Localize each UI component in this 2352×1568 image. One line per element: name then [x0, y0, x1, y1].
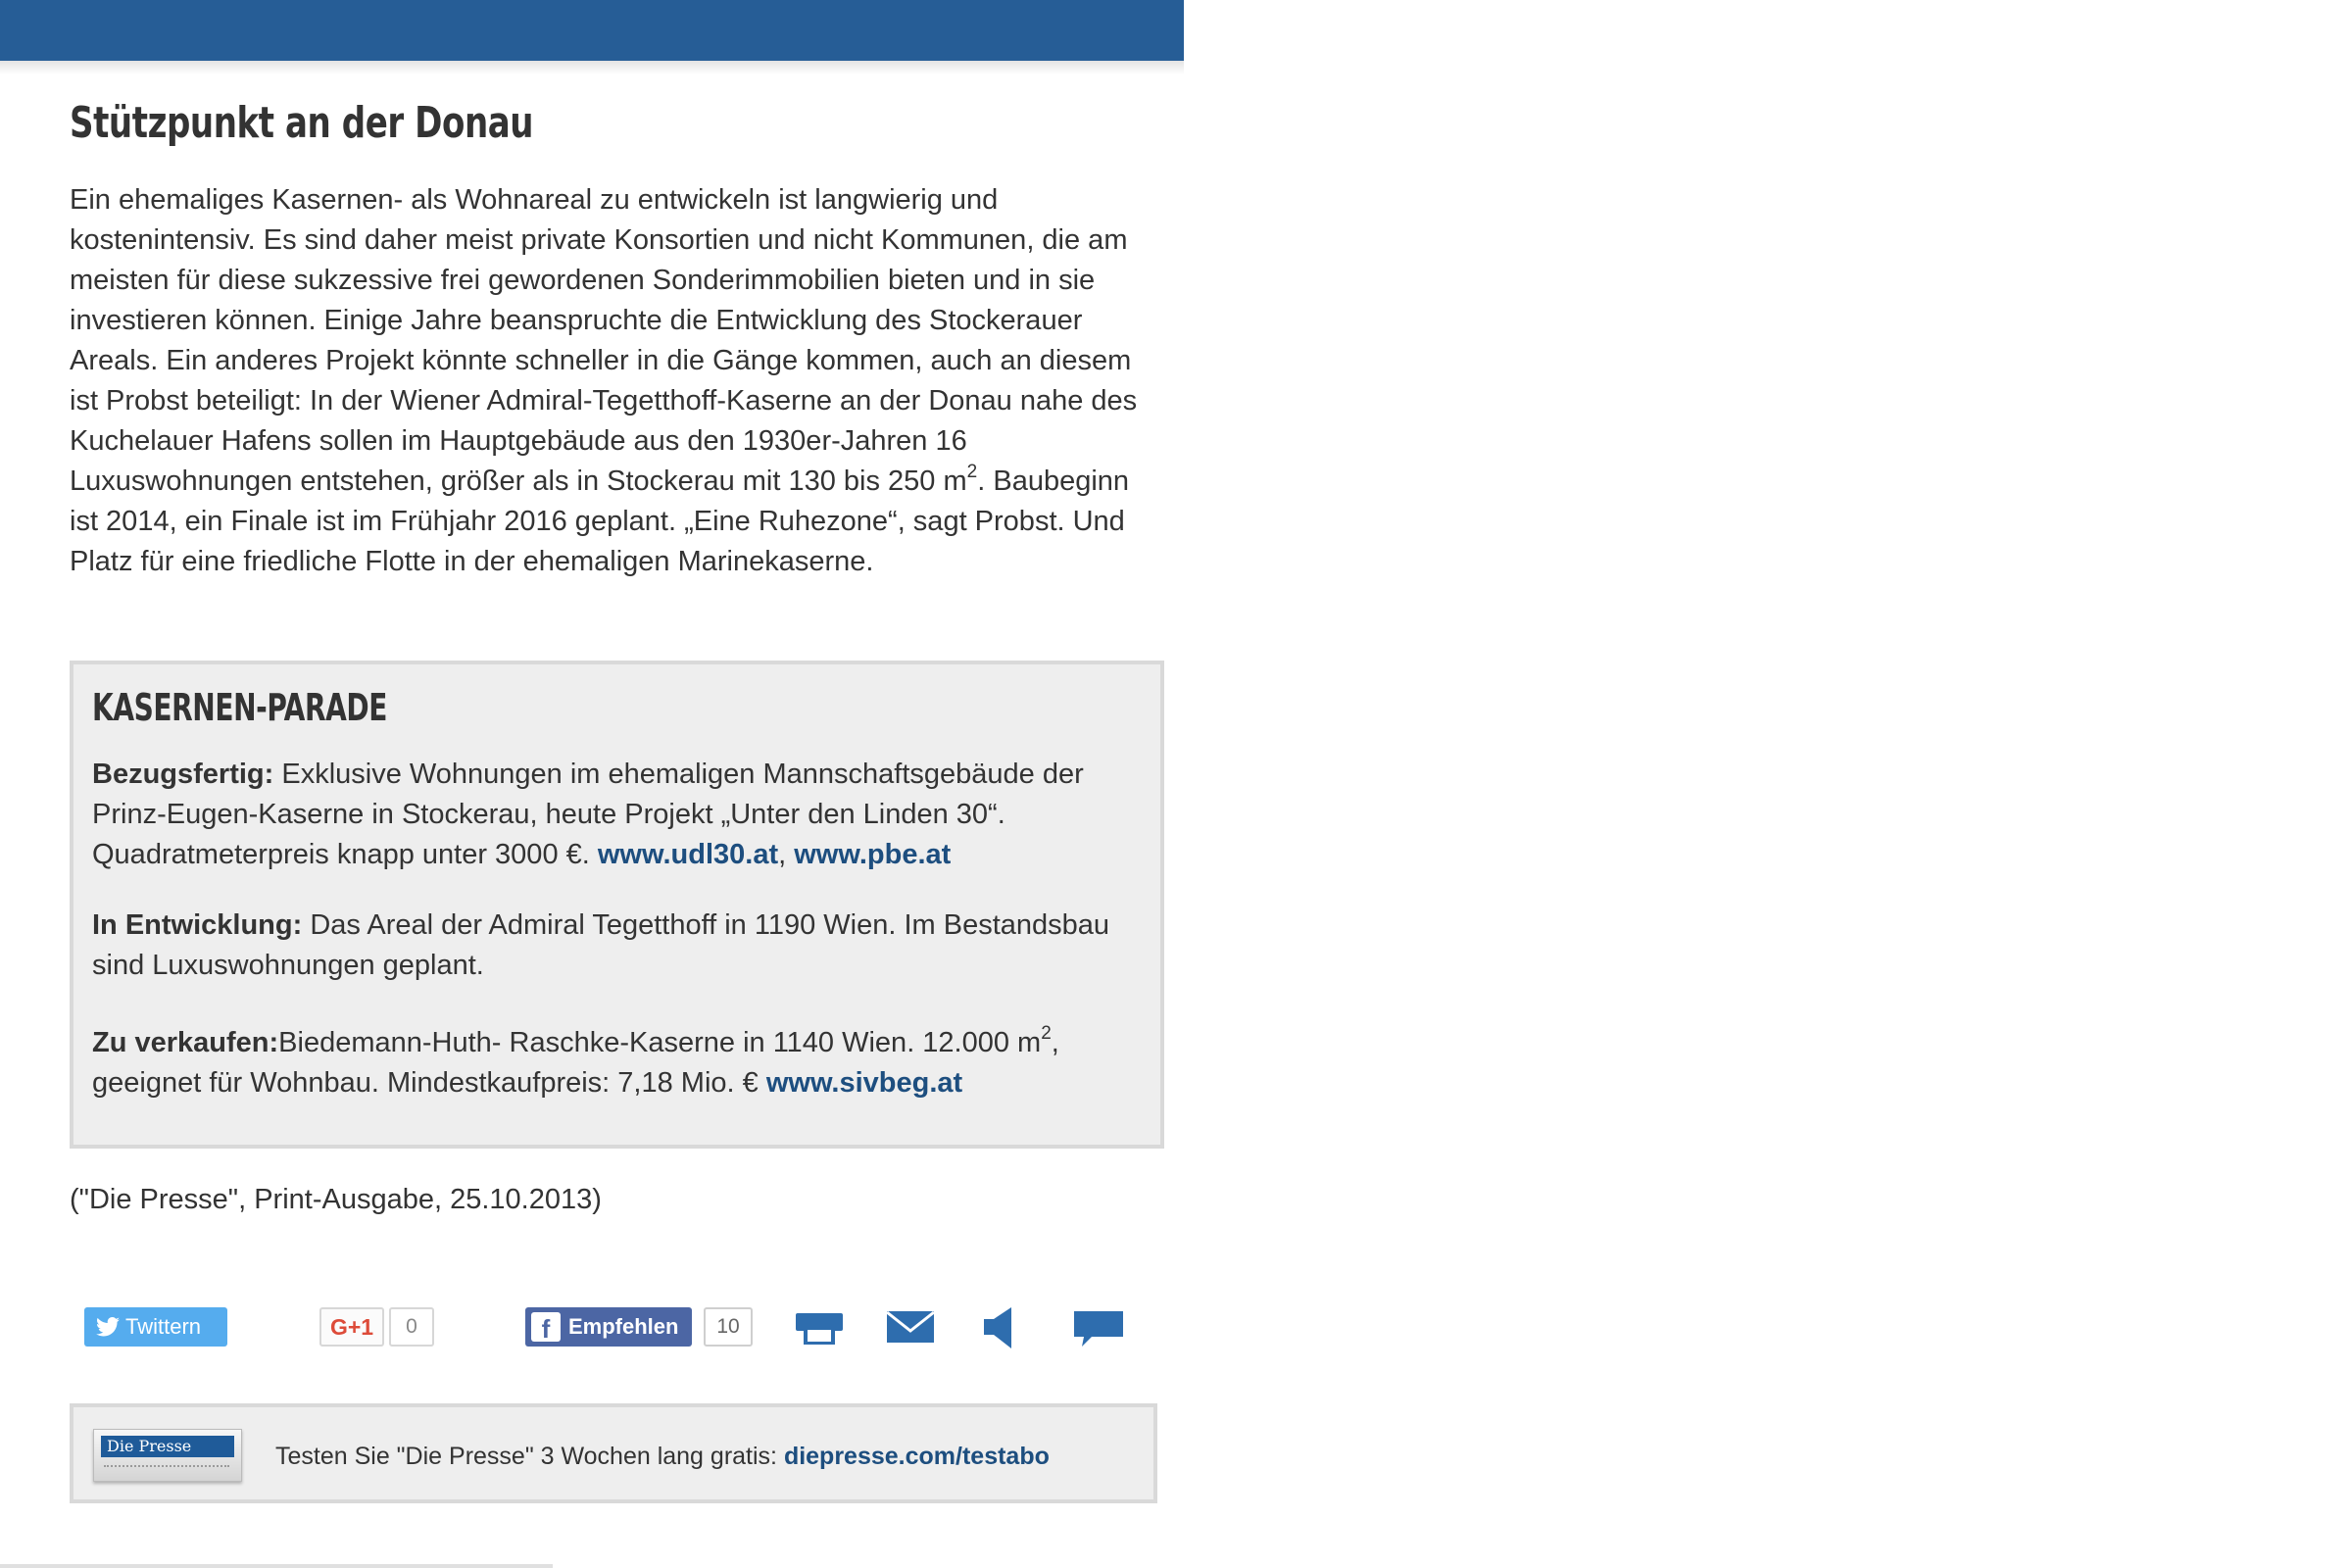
promo-text — [275, 1443, 1050, 1471]
source-credit: ("Die Presse", Print-Ausgabe, 25.10.2013) — [70, 1184, 602, 1215]
superscript: 2 — [966, 462, 978, 483]
twitter-share-button[interactable] — [84, 1307, 227, 1347]
comment-icon[interactable] — [1072, 1303, 1125, 1350]
info-box-title: KASERNEN-PARADE — [92, 686, 388, 729]
link-udl30[interactable]: www.udl30.at — [597, 839, 779, 870]
twitter-bird-icon — [96, 1317, 120, 1337]
paragraph-text-2: . Baubeginn ist 2014, ein Finale ist im Frühjahr 2016 geplant. „Eine Ruhezone“, sagt Probst. Und Platz für eine friedliche Flotte in der ehemaligen Marinekaserne. — [70, 466, 1130, 577]
link-separator: , — [778, 839, 795, 870]
facebook-count: 10 — [704, 1307, 753, 1347]
logo-wordmark: Die Presse — [101, 1436, 234, 1457]
link-pbe[interactable]: www.pbe.at — [794, 839, 952, 870]
article-paragraph — [70, 180, 1148, 582]
superscript: 2 — [1041, 1023, 1052, 1045]
logo-decoration — [104, 1465, 229, 1471]
info-box — [70, 661, 1164, 1149]
info-item-verkaufen — [92, 1023, 1151, 1103]
speaker-icon[interactable] — [980, 1303, 1025, 1352]
facebook-label: Empfehlen — [568, 1314, 679, 1339]
mail-icon[interactable] — [885, 1303, 936, 1348]
info-item-label: Bezugsfertig: — [92, 759, 274, 790]
facebook-recommend-button[interactable] — [525, 1307, 692, 1347]
info-item-text: Das Areal der Admiral Tegetthoff in 1190 Wien. Im Bestandsbau sind Luxuswohnungen geplant. — [92, 909, 1110, 981]
subscription-promo[interactable] — [70, 1403, 1157, 1503]
info-item-text: Exklusive Wohnungen im ehemaligen Mannschaftsgebäude der Prinz-Eugen-Kaserne in Stockerau, heute Projekt „Unter den Linden 30“. Quadratmeterpreis knapp unter 3000 €. — [92, 759, 1084, 870]
article-heading: Stützpunkt an der Donau — [70, 98, 534, 148]
info-item-text-2: , geeignet für Wohnbau. Mindestkaufpreis: 7,18 Mio. € — [92, 1027, 1059, 1099]
bottom-divider — [0, 1564, 553, 1568]
info-item-text: Biedemann-Huth- Raschke-Kaserne in 1140 Wien. 12.000 m — [278, 1027, 1042, 1058]
promo-message: Testen Sie "Die Presse" 3 Wochen lang gratis: — [275, 1443, 784, 1470]
top-header-bar — [0, 0, 1184, 61]
print-icon[interactable] — [794, 1303, 845, 1348]
facebook-icon: f — [531, 1312, 561, 1342]
info-item-bezugsfertig — [92, 755, 1151, 875]
die-presse-logo — [93, 1429, 242, 1482]
info-item-label: In Entwicklung: — [92, 909, 303, 941]
promo-link[interactable]: diepresse.com/testabo — [783, 1443, 1050, 1470]
header-shadow — [0, 61, 1184, 74]
google-plus-count: 0 — [389, 1307, 434, 1347]
twitter-label: Twittern — [125, 1314, 202, 1339]
paragraph-text-1: Ein ehemaliges Kasernen- als Wohnareal zu entwickeln ist langwierig und kostenintensiv. Es sind daher meist private Konsortien und nicht Kommunen, die am meisten für diese sukzessive frei gewordenen Sonderimmobilien bieten und in sie investieren können. Einige Jahre beanspruchte die Entwicklung des Stockerauer Areals. Ein anderes Projekt könnte schneller in die Gänge kommen, auch an diesem ist Probst beteiligt: In der Wiener Admiral-Tegetthoff-Kaserne an der Donau nahe des Kuchelauer Hafens sollen im Hauptgebäude aus den 1930er-Jahren 16 Luxuswohnungen entstehen, größer als in Stockerau mit 130 bis 250 m — [70, 184, 1138, 497]
google-plus-button[interactable]: G+1 — [319, 1307, 384, 1347]
info-item-label: Zu verkaufen: — [92, 1027, 279, 1058]
link-sivbeg[interactable]: www.sivbeg.at — [765, 1067, 963, 1099]
info-item-entwicklung — [92, 906, 1151, 986]
